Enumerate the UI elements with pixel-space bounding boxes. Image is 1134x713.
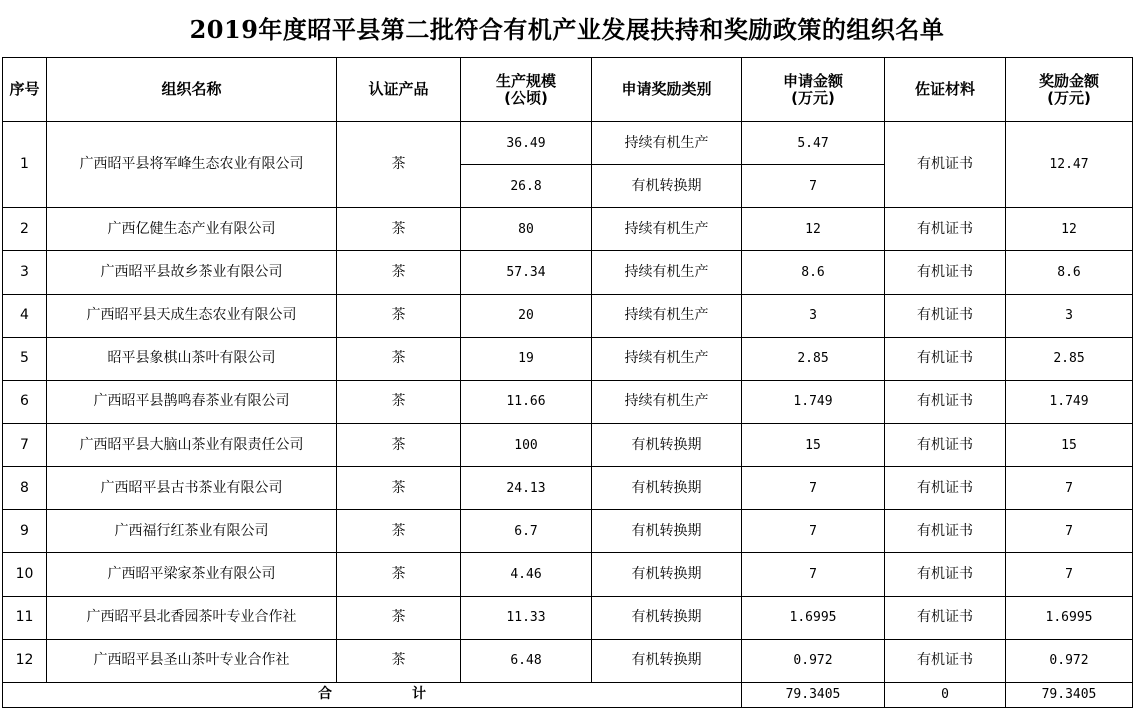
cell-material: 有机证书 xyxy=(885,596,1006,639)
cell-org: 广西亿健生态产业有限公司 xyxy=(47,208,337,251)
table-row xyxy=(3,337,1133,380)
cell-org: 广西福行红茶业有限公司 xyxy=(47,510,337,553)
cell-material: 有机证书 xyxy=(885,208,1006,251)
cell-amount: 7 xyxy=(742,165,885,208)
cell-category: 有机转换期 xyxy=(592,596,742,639)
table-row xyxy=(3,251,1133,294)
header-reward xyxy=(1006,58,1133,122)
organization-table xyxy=(2,57,1133,708)
header-scale-unit: (公顷) xyxy=(504,88,548,107)
cell-product: 茶 xyxy=(337,122,461,208)
cell-scale: 36.49 xyxy=(461,122,592,165)
cell-category: 持续有机生产 xyxy=(592,122,742,165)
cell-product: 茶 xyxy=(337,251,461,294)
cell-category: 持续有机生产 xyxy=(592,208,742,251)
cell-amount: 15 xyxy=(742,423,885,466)
cell-reward: 7 xyxy=(1006,510,1133,553)
header-index: 序号 xyxy=(3,58,47,122)
header-amount-unit: (万元) xyxy=(791,88,835,107)
cell-product: 茶 xyxy=(337,467,461,510)
cell-reward: 1.6995 xyxy=(1006,596,1133,639)
cell-product: 茶 xyxy=(337,553,461,596)
cell-category: 有机转换期 xyxy=(592,639,742,682)
cell-reward: 2.85 xyxy=(1006,337,1133,380)
cell-index: 10 xyxy=(3,553,47,596)
total-reward: 79.3405 xyxy=(1006,682,1133,707)
header-scale xyxy=(461,58,592,122)
cell-scale: 100 xyxy=(461,423,592,466)
table-row xyxy=(3,423,1133,466)
cell-amount: 2.85 xyxy=(742,337,885,380)
cell-org: 昭平县象棋山茶叶有限公司 xyxy=(47,337,337,380)
cell-category: 有机转换期 xyxy=(592,467,742,510)
cell-org: 广西昭平县北香园茶叶专业合作社 xyxy=(47,596,337,639)
cell-amount: 0.972 xyxy=(742,639,885,682)
cell-product: 茶 xyxy=(337,596,461,639)
header-reward-label: 奖励金额 xyxy=(1038,71,1099,90)
cell-material: 有机证书 xyxy=(885,467,1006,510)
table-row xyxy=(3,122,1133,165)
cell-org: 广西昭平县故乡茶业有限公司 xyxy=(47,251,337,294)
header-row xyxy=(3,58,1133,122)
cell-scale: 24.13 xyxy=(461,467,592,510)
cell-scale: 4.46 xyxy=(461,553,592,596)
cell-index: 1 xyxy=(3,122,47,208)
cell-category: 有机转换期 xyxy=(592,510,742,553)
cell-scale: 80 xyxy=(461,208,592,251)
cell-category: 有机转换期 xyxy=(592,165,742,208)
cell-material: 有机证书 xyxy=(885,294,1006,337)
cell-category: 持续有机生产 xyxy=(592,337,742,380)
cell-reward: 1.749 xyxy=(1006,380,1133,423)
cell-index: 4 xyxy=(3,294,47,337)
cell-scale: 57.34 xyxy=(461,251,592,294)
table-row xyxy=(3,467,1133,510)
table-row xyxy=(3,553,1133,596)
cell-amount: 8.6 xyxy=(742,251,885,294)
cell-org: 广西昭平县鹊鸣春茶业有限公司 xyxy=(47,380,337,423)
table-row xyxy=(3,639,1133,682)
cell-scale: 6.48 xyxy=(461,639,592,682)
cell-reward: 12 xyxy=(1006,208,1133,251)
cell-material: 有机证书 xyxy=(885,553,1006,596)
cell-material: 有机证书 xyxy=(885,251,1006,294)
header-product: 认证产品 xyxy=(337,58,461,122)
cell-index: 6 xyxy=(3,380,47,423)
table-row xyxy=(3,510,1133,553)
cell-category: 持续有机生产 xyxy=(592,380,742,423)
cell-material: 有机证书 xyxy=(885,380,1006,423)
cell-index: 2 xyxy=(3,208,47,251)
header-amount xyxy=(742,58,885,122)
cell-material: 有机证书 xyxy=(885,337,1006,380)
total-amount: 79.3405 xyxy=(742,682,885,707)
header-category: 申请奖励类别 xyxy=(592,58,742,122)
cell-org: 广西昭平县将军峰生态农业有限公司 xyxy=(47,122,337,208)
cell-scale: 19 xyxy=(461,337,592,380)
cell-material: 有机证书 xyxy=(885,122,1006,208)
cell-amount: 1.749 xyxy=(742,380,885,423)
cell-amount: 7 xyxy=(742,553,885,596)
cell-scale: 6.7 xyxy=(461,510,592,553)
cell-index: 12 xyxy=(3,639,47,682)
cell-material: 有机证书 xyxy=(885,423,1006,466)
cell-amount: 5.47 xyxy=(742,122,885,165)
cell-index: 9 xyxy=(3,510,47,553)
cell-reward: 3 xyxy=(1006,294,1133,337)
cell-reward: 8.6 xyxy=(1006,251,1133,294)
cell-index: 5 xyxy=(3,337,47,380)
cell-org: 广西昭平县天成生态农业有限公司 xyxy=(47,294,337,337)
cell-product: 茶 xyxy=(337,380,461,423)
cell-reward: 15 xyxy=(1006,423,1133,466)
cell-category: 有机转换期 xyxy=(592,553,742,596)
cell-material: 有机证书 xyxy=(885,510,1006,553)
cell-reward: 7 xyxy=(1006,553,1133,596)
cell-product: 茶 xyxy=(337,337,461,380)
cell-scale: 11.33 xyxy=(461,596,592,639)
cell-category: 持续有机生产 xyxy=(592,294,742,337)
cell-index: 3 xyxy=(3,251,47,294)
cell-product: 茶 xyxy=(337,510,461,553)
table-row xyxy=(3,380,1133,423)
cell-product: 茶 xyxy=(337,639,461,682)
cell-product: 茶 xyxy=(337,208,461,251)
cell-index: 11 xyxy=(3,596,47,639)
cell-reward: 7 xyxy=(1006,467,1133,510)
table-row xyxy=(3,294,1133,337)
cell-amount: 12 xyxy=(742,208,885,251)
header-reward-unit: (万元) xyxy=(1047,88,1091,107)
cell-index: 8 xyxy=(3,467,47,510)
cell-org: 广西昭平县古书茶业有限公司 xyxy=(47,467,337,510)
cell-scale: 11.66 xyxy=(461,380,592,423)
page-title: 2019年度昭平县第二批符合有机产业发展扶持和奖励政策的组织名单 xyxy=(189,15,945,44)
header-scale-label: 生产规模 xyxy=(495,71,556,90)
cell-product: 茶 xyxy=(337,423,461,466)
cell-index: 7 xyxy=(3,423,47,466)
cell-scale: 20 xyxy=(461,294,592,337)
cell-category: 持续有机生产 xyxy=(592,251,742,294)
cell-reward: 12.47 xyxy=(1006,122,1133,208)
total-label: 合计 xyxy=(3,682,742,707)
cell-amount: 3 xyxy=(742,294,885,337)
total-material: 0 xyxy=(885,682,1006,707)
cell-category: 有机转换期 xyxy=(592,423,742,466)
header-amount-label: 申请金额 xyxy=(782,71,843,90)
cell-org: 广西昭平县大脑山茶业有限责任公司 xyxy=(47,423,337,466)
cell-reward: 0.972 xyxy=(1006,639,1133,682)
header-material: 佐证材料 xyxy=(885,58,1006,122)
cell-amount: 7 xyxy=(742,510,885,553)
total-row xyxy=(3,682,1133,707)
cell-org: 广西昭平梁家茶业有限公司 xyxy=(47,553,337,596)
cell-product: 茶 xyxy=(337,294,461,337)
header-org: 组织名称 xyxy=(47,58,337,122)
cell-org: 广西昭平县圣山茶叶专业合作社 xyxy=(47,639,337,682)
cell-amount: 1.6995 xyxy=(742,596,885,639)
table-row xyxy=(3,208,1133,251)
table-row xyxy=(3,596,1133,639)
cell-scale: 26.8 xyxy=(461,165,592,208)
cell-material: 有机证书 xyxy=(885,639,1006,682)
cell-amount: 7 xyxy=(742,467,885,510)
